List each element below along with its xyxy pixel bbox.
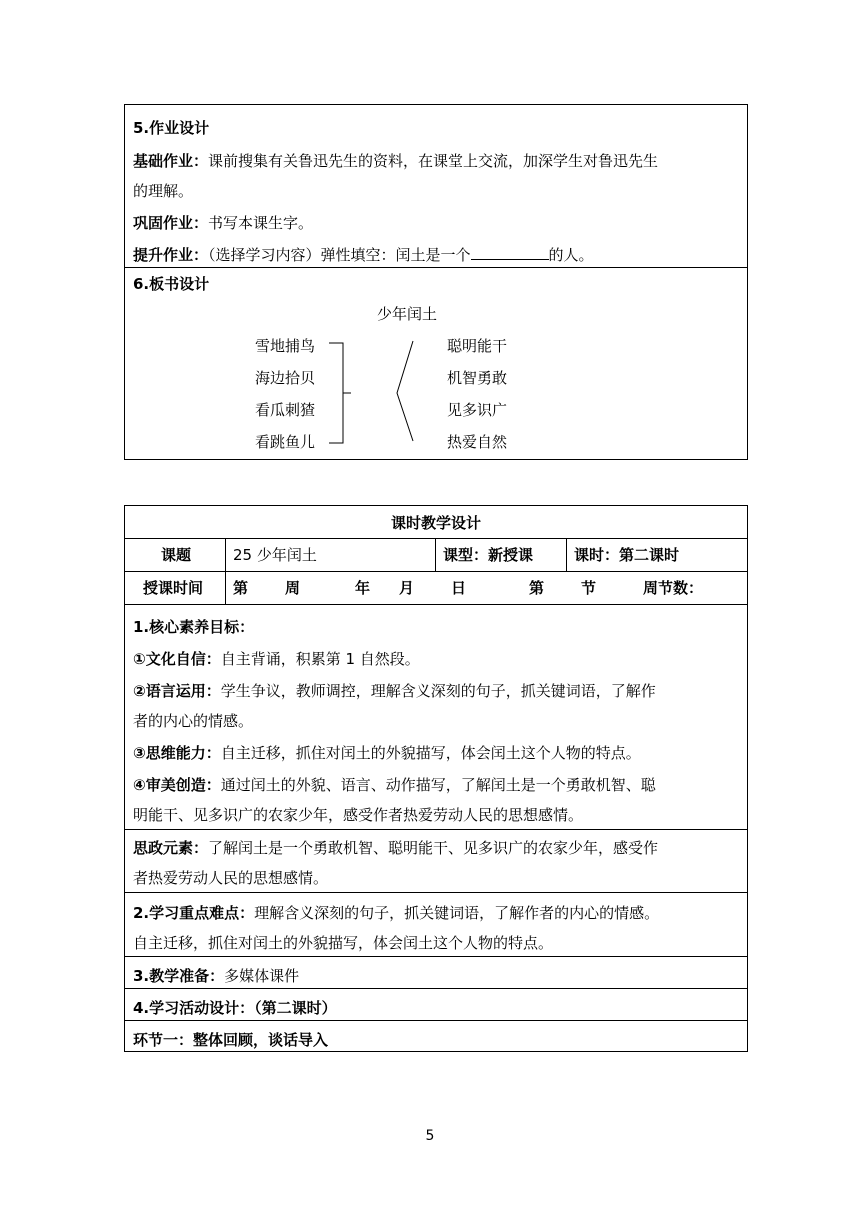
goal-1-label: ①文化自信： [133,650,221,668]
time-part: 第 [233,579,249,597]
basic-homework-label: 基础作业： [133,152,209,170]
goal-4-label: ④审美创造： [133,776,221,794]
improve-homework-label: 提升作业： [133,246,209,264]
table-title: 课时教学设计 [390,514,481,532]
board-right-item: 机智勇敢 [447,369,508,387]
board-right-item: 见多识广 [447,401,508,419]
goal-2-text: 学生争议，教师调控，理解含义深刻的句子，抓关键词语，了解作 [220,682,656,700]
time-label: 授课时间 [143,579,204,597]
time-part: 月 [399,579,415,597]
ideology-text: 了解闰土是一个勇敢机智、聪明能干、见多识广的农家少年，感受作 [208,839,659,857]
goals-heading: 1.核心素养目标： [133,618,255,636]
goal-3 [133,742,739,763]
board-heading: 6.板书设计 [133,275,210,293]
col-divider [566,538,567,571]
topic-value: 25 少年闰土 [233,546,317,564]
board-left-item: 看跳鱼儿 [255,433,316,451]
time-part: 年 [355,579,371,597]
time-part: 周节数： [643,579,704,597]
goal-1 [133,648,739,669]
row-divider [125,829,747,830]
goal-3-text: 自主迁移，抓住对闰土的外貌描写，体会闰土这个人物的特点。 [220,744,641,762]
row-divider [125,604,747,605]
improve-homework-text: （选择学习内容）弹性填空：闰土是一个 [208,246,471,264]
col-divider [435,538,436,571]
lesson-type: 课型：新授课 [443,546,534,564]
board-left-item: 看瓜刺猹 [255,401,316,419]
basic-homework-text: 课前搜集有关鲁迅先生的资料，在课堂上交流，加深学生对鲁迅先生 [208,152,659,170]
ideology-cont: 者热爱劳动人民的思想感情。 [133,869,329,887]
goal-3-label: ③思维能力： [133,744,221,762]
page-number: 5 [425,1128,435,1144]
goal-2-label: ②语言运用： [133,682,221,700]
row-divider [125,892,747,893]
topic-label: 课题 [161,546,192,564]
time-part: 日 [451,579,467,597]
key-points [133,902,739,923]
basic-homework-cont: 的理解。 [133,182,194,200]
step1-heading: 环节一：整体回顾，谈话导入 [133,1031,329,1049]
key-points-text: 理解含义深刻的句子，抓关键词语，了解作者的内心的情感。 [254,904,660,922]
row-divider [125,571,747,572]
board-title: 少年闰土 [377,305,438,323]
board-right-item: 热爱自然 [447,433,508,451]
lesson-design-table [124,505,748,1052]
row-divider [125,988,747,989]
row-divider [125,538,747,539]
consolidate-homework-text: 书写本课生字。 [208,214,314,232]
activity-heading: 4.学习活动设计：（第二课时） [133,999,337,1017]
row-divider [125,956,747,957]
goal-4 [133,774,739,795]
teaching-prep-label: 3.教学准备： [133,967,225,985]
board-left-item: 海边拾贝 [255,369,316,387]
board-right-item: 聪明能干 [447,337,508,355]
time-part: 周 [285,579,301,597]
teaching-prep-text: 多媒体课件 [224,967,300,985]
board-brackets [125,105,749,461]
ideology-label: 思政元素： [133,839,209,857]
key-points-label: 2.学习重点难点： [133,904,255,922]
goal-4-text: 通过闰土的外貌、语言、动作描写，了解闰土是一个勇敢机智、聪 [220,776,656,794]
goal-1-text: 自主背诵，积累第 1 自然段。 [220,650,420,668]
goal-4-cont: 明能干、见多识广的农家少年，感受作者热爱劳动人民的思想感情。 [133,806,584,824]
consolidate-homework-label: 巩固作业： [133,214,209,232]
time-part: 节 [581,579,597,597]
goal-2 [133,680,739,701]
improve-homework-text-end: 的人。 [548,246,594,264]
row-divider [125,1020,747,1021]
lesson-period: 课时：第二课时 [574,546,680,564]
goal-2-cont: 者的内心的情感。 [133,712,254,730]
homework-heading: 5.作业设计 [133,119,210,137]
ideology [133,837,739,858]
key-points-cont: 自主迁移，抓住对闰土的外貌描写，体会闰土这个人物的特点。 [133,934,554,952]
board-left-item: 雪地捕鸟 [255,337,316,355]
homework-board-box [124,104,748,460]
teaching-prep [133,965,739,986]
time-part: 第 [529,579,545,597]
